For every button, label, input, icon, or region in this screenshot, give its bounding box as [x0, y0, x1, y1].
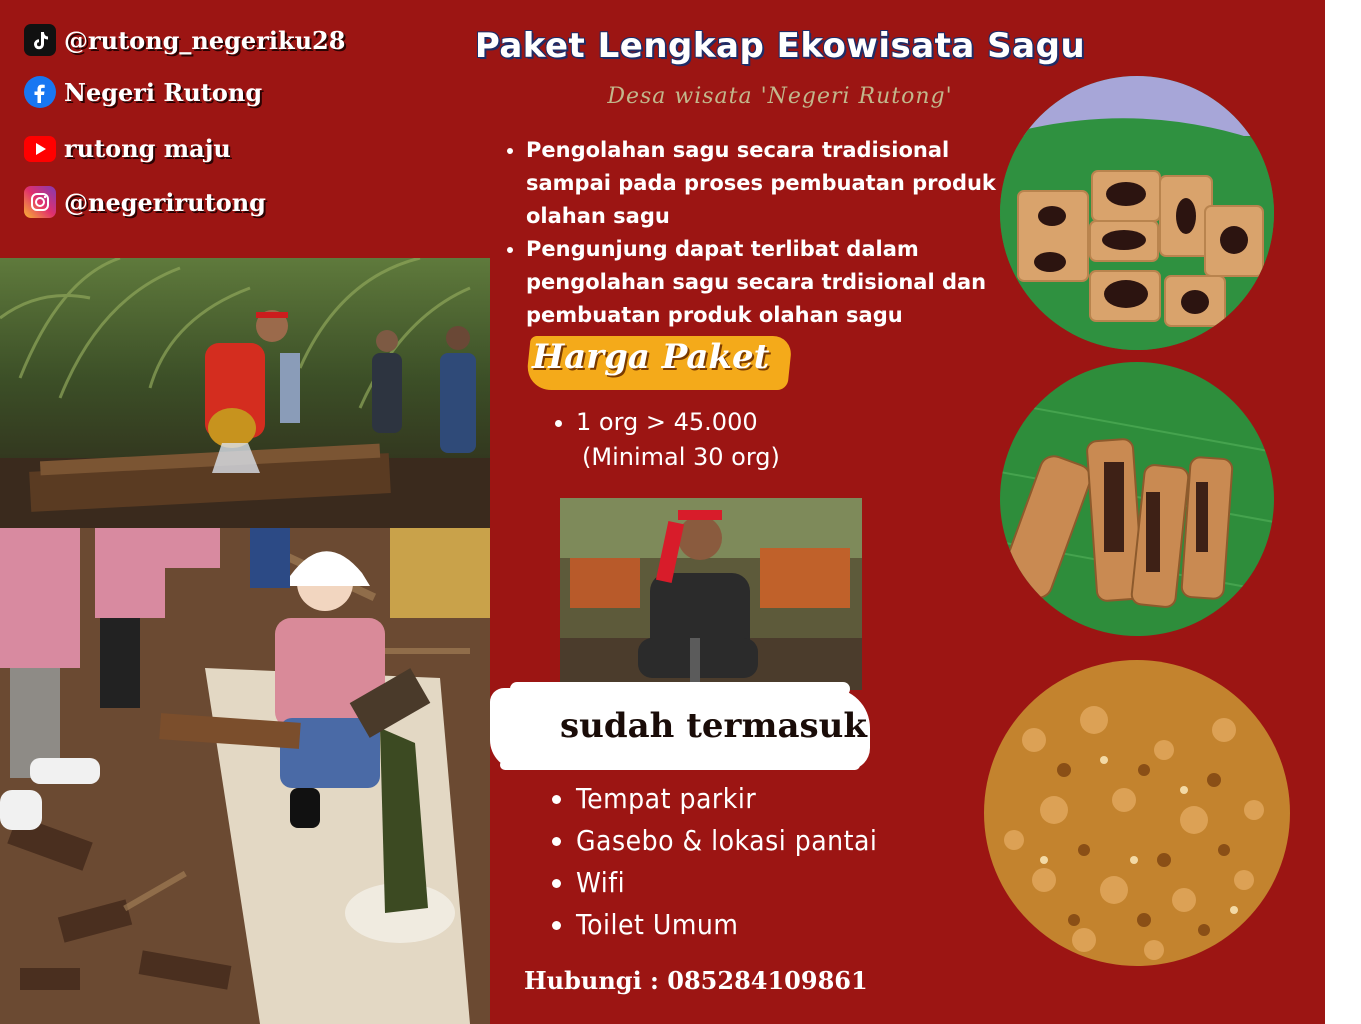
photo-sago-cakes: [1000, 76, 1274, 350]
included-list: [546, 778, 877, 946]
social-facebook[interactable]: [24, 76, 262, 108]
instagram-icon: [24, 186, 56, 218]
photo-child-pounding-sago: [0, 528, 490, 1024]
contact-phone[interactable]: Hubungi : 085284109861: [524, 966, 868, 995]
photo-sago-washing: [0, 258, 490, 528]
feature-list: [500, 134, 1006, 332]
page-margin: [1325, 0, 1361, 1024]
facebook-icon: [24, 76, 56, 108]
photo-sago-crumble: [984, 660, 1290, 966]
feature-item: • Pengolahan sagu secara tradisional sampai pada proses pembuatan produk olahan sagu: [526, 134, 1006, 233]
price-note: (Minimal 30 org): [582, 443, 780, 471]
included-item: • Wifi: [576, 862, 877, 904]
youtube-name: rutong maju: [64, 134, 231, 163]
feature-item: • Pengunjung dapat terlibat dalam pengolahan sagu secara trdisional dan pembuatan produk olahan sagu: [526, 233, 1006, 332]
photo-sago-rolls: [1000, 362, 1274, 636]
tiktok-icon: [24, 24, 56, 56]
price-list: [546, 404, 758, 440]
facebook-name: Negeri Rutong: [64, 77, 263, 107]
page-subtitle: Desa wisata 'Negeri Rutong': [607, 84, 953, 109]
included-heading: sudah termasuk: [560, 706, 867, 746]
social-youtube[interactable]: [24, 134, 231, 163]
social-instagram[interactable]: [24, 186, 266, 218]
brush-stroke-bottom: [500, 760, 860, 770]
included-item: • Tempat parkir: [576, 778, 877, 820]
youtube-icon: [24, 136, 56, 162]
included-item: • Toilet Umum: [576, 904, 877, 946]
social-tiktok[interactable]: [24, 24, 345, 56]
photo-guide: [560, 498, 862, 690]
page-title: Paket Lengkap Ekowisata Sagu: [474, 26, 1086, 66]
tiktok-handle: @rutong_negeriku28: [64, 25, 346, 55]
included-item: • Gasebo & lokasi pantai: [576, 820, 877, 862]
instagram-handle: @negerirutong: [64, 187, 266, 217]
price-item: • 1 org > 45.000: [576, 404, 758, 440]
harga-heading: Harga Paket: [532, 337, 770, 377]
